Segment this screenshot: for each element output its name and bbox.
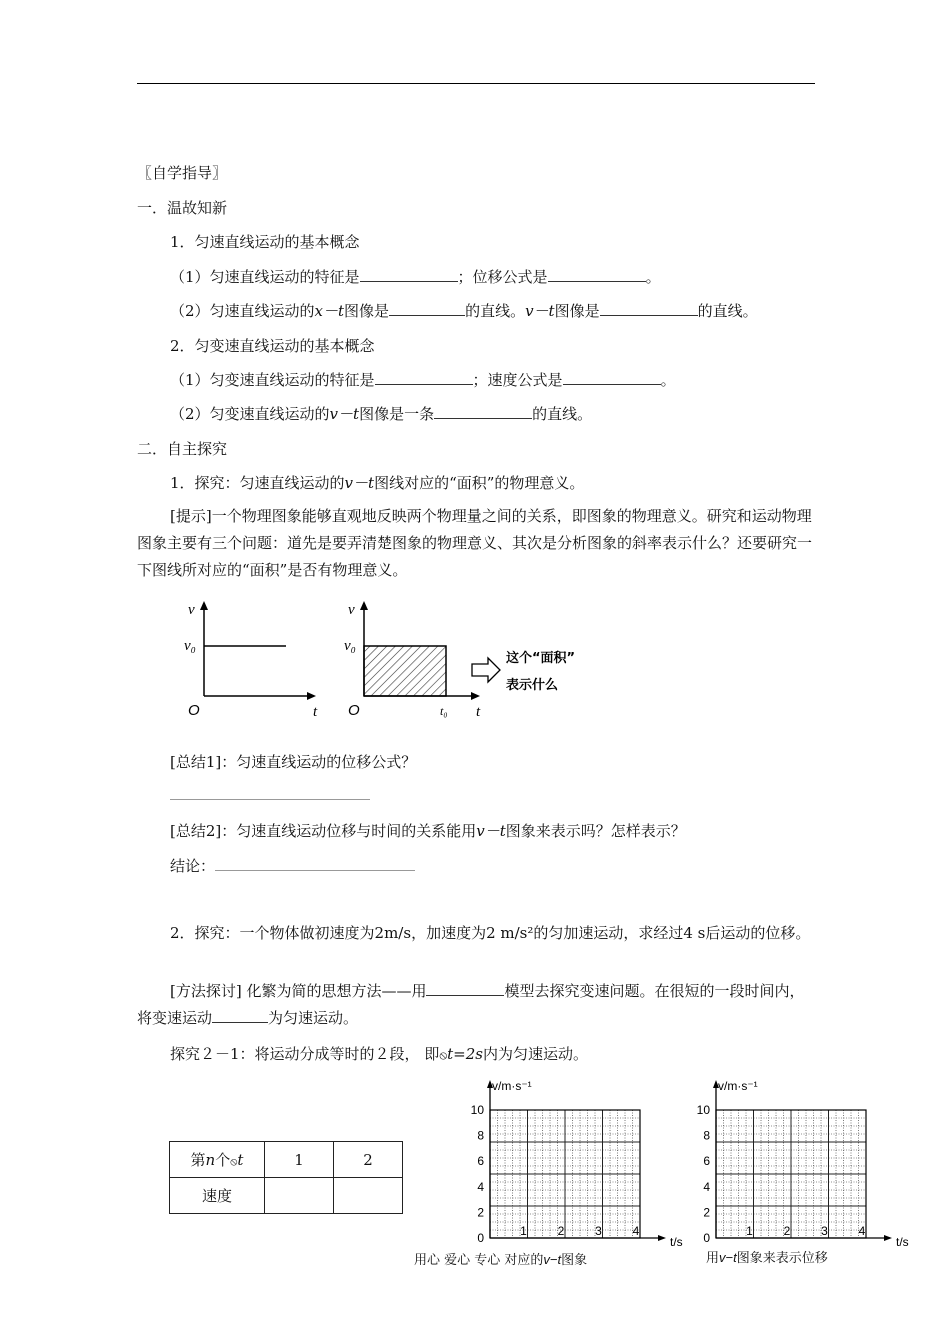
answer-blank[interactable] — [434, 404, 532, 419]
vt-grid-graph-1[interactable] — [460, 1078, 690, 1268]
table-row — [170, 1178, 403, 1214]
symbol: t — [237, 1151, 244, 1169]
t0-label: t₀ — [440, 704, 448, 718]
delta-icon: ⦸ — [439, 1048, 448, 1062]
v0-label: v₀ — [344, 638, 356, 654]
answer-blank[interactable] — [600, 301, 698, 316]
item-2a — [170, 369, 676, 390]
symbol: v－t — [344, 474, 375, 492]
text: 。 — [660, 371, 676, 389]
symbol: v－t — [525, 302, 555, 320]
symbol: n — [205, 1151, 216, 1169]
text: 图象来表示位移 — [736, 1251, 828, 1266]
text: 图象来表示吗？怎样表示？ — [505, 822, 686, 840]
text: 个 — [215, 1151, 231, 1169]
graph-1-caption — [414, 1249, 587, 1268]
x-tick-label: 2 — [783, 1224, 791, 1238]
y-tick-label: 0 — [477, 1231, 484, 1245]
table-row — [170, 1142, 403, 1178]
text: 的直线。 — [532, 405, 593, 423]
y-tick-label: 10 — [470, 1103, 484, 1117]
text: 的直线。 — [697, 302, 758, 320]
right-arrow-icon — [472, 658, 500, 682]
text: ；速度公式是 — [472, 371, 563, 389]
y-tick-label: 4 — [703, 1179, 710, 1194]
table-input-cell[interactable] — [265, 1178, 334, 1214]
x-tick-label: 1 — [520, 1224, 527, 1238]
t-label: t — [476, 704, 481, 720]
text: （2）匀速直线运动的 — [170, 302, 315, 320]
x-axis-arrow — [658, 1235, 666, 1241]
text: 。 — [645, 268, 661, 286]
conclusion — [170, 855, 415, 876]
y-tick-label: 0 — [703, 1231, 710, 1245]
text: 图像是 — [344, 302, 390, 320]
text: 模型去探究变速问题。在很短的一段时间内，将变速运动 — [137, 982, 805, 1027]
y-tick-label: 6 — [703, 1154, 710, 1169]
text: 内为匀速运动。 — [483, 1045, 589, 1063]
item-2-title: 2．匀变速直线运动的基本概念 — [170, 337, 375, 355]
section-heading: 〖自学指导〗 — [137, 164, 228, 182]
text: ；位移公式是 — [457, 268, 548, 286]
x-tick-label: 3 — [821, 1224, 828, 1238]
text: [总结2]：匀速直线运动位移与时间的关系能用 — [170, 822, 477, 840]
x-axis-arrow — [471, 692, 480, 700]
explore-2: 2．探究：一个物体做初速度为2m/s，加速度为2 m/s²的匀加速运动，求经过4 s后运动的位移。 — [170, 924, 811, 942]
y-axis-label: v/m·s⁻¹ — [718, 1079, 758, 1093]
explore-1 — [170, 472, 584, 493]
symbol: v−t — [543, 1252, 562, 1267]
y-tick-label: 4 — [477, 1179, 484, 1194]
summary-1: [总结1]：匀速直线运动的位移公式？ — [170, 753, 417, 771]
answer-blank[interactable] — [548, 267, 646, 282]
explore-2-1 — [170, 1043, 588, 1064]
table-row-label: 速度 — [170, 1178, 265, 1214]
y-tick-label: 8 — [703, 1128, 710, 1143]
text: 图像是 — [554, 302, 600, 320]
answer-blank[interactable] — [360, 267, 458, 282]
text: 图线对应的“面积”的物理意义。 — [374, 474, 585, 492]
t-label: t — [313, 704, 318, 720]
note-line-1: 这个“面积” — [506, 651, 576, 666]
text: 图象 — [561, 1253, 588, 1268]
note-line-2: 表示什么 — [506, 678, 559, 693]
text: 用 — [706, 1251, 720, 1266]
area-rectangle — [364, 646, 446, 696]
x-tick-label: 4 — [858, 1224, 866, 1238]
x-axis-arrow — [884, 1235, 892, 1241]
text: （2）匀变速直线运动的 — [170, 405, 330, 423]
item-1b — [170, 300, 758, 321]
text: 的直线。 — [465, 302, 526, 320]
text: [方法探讨] 化繁为简的思想方法——用 — [170, 982, 427, 1000]
answer-blank[interactable] — [212, 1008, 268, 1023]
answer-blank[interactable] — [215, 856, 415, 871]
y-tick-label: 10 — [696, 1103, 710, 1117]
origin-label: O — [348, 702, 360, 719]
y-tick-label: 2 — [703, 1205, 710, 1220]
text: 为匀速运动。 — [268, 1009, 359, 1027]
origin-label: O — [188, 702, 200, 719]
text: 图像是一条 — [359, 405, 435, 423]
x-tick-label: 2 — [557, 1224, 565, 1238]
vt-grid-graph-2[interactable] — [686, 1078, 916, 1268]
text: （1）匀速直线运动的特征是 — [170, 268, 360, 286]
item-1-title: 1．匀速直线运动的基本概念 — [170, 233, 360, 251]
symbol: v−t — [719, 1250, 737, 1265]
hint-paragraph: [提示]一个物理图象能够直观地反映两个物理量之间的关系，即图象的物理意义。研究和运动物理图象主要有三个问题：道先是要弄清楚图象的物理意义、其次是分析图象的斜率表示什么？还要研究一下图线所对应的“面积”是否有物理意义。 — [137, 507, 813, 579]
y-axis-arrow — [360, 601, 368, 610]
y-axis-label: v/m·s⁻¹ — [492, 1079, 532, 1093]
symbol: x－t — [314, 302, 345, 320]
x-tick-label: 4 — [632, 1224, 640, 1238]
section-2-title: 二．自主探究 — [137, 440, 228, 458]
x-axis-arrow — [307, 692, 316, 700]
symbol: v－t — [476, 822, 506, 840]
method-paragraph — [137, 978, 815, 1032]
y-tick-label: 8 — [477, 1128, 484, 1143]
x-tick-label: 3 — [595, 1224, 602, 1238]
text: （1）匀变速直线运动的特征是 — [170, 371, 375, 389]
symbol: v－t — [329, 405, 360, 423]
y-axis-arrow — [200, 601, 208, 610]
text: 探究２－1：将运动分成等时的２段， 即 — [170, 1045, 440, 1063]
y-tick-label: 2 — [477, 1205, 484, 1220]
v-label: v — [188, 602, 195, 618]
text: 结论： — [170, 857, 216, 875]
x-axis-label: t/s — [896, 1235, 909, 1249]
text: 1．探究：匀速直线运动的 — [170, 474, 345, 492]
velocity-table — [169, 1141, 403, 1214]
uniform-motion-figure — [180, 598, 600, 723]
answer-blank[interactable] — [563, 370, 661, 385]
table-input-cell[interactable] — [334, 1178, 403, 1214]
symbol: t=2s — [447, 1045, 483, 1063]
item-2b — [170, 403, 592, 424]
x-axis-label: t/s — [670, 1235, 683, 1249]
y-tick-label: 6 — [477, 1154, 484, 1169]
answer-blank[interactable] — [426, 981, 504, 996]
v0-label: v₀ — [184, 638, 196, 654]
section-1-title: 一．温故知新 — [137, 199, 228, 217]
header-rule — [137, 83, 815, 84]
table-header-cell: 1 — [265, 1142, 334, 1178]
v-label: v — [348, 602, 355, 618]
graph-2-caption — [706, 1247, 828, 1266]
summary-2 — [170, 820, 686, 841]
delta-icon: ⦸ — [230, 1156, 238, 1168]
item-1a — [170, 266, 661, 287]
answer-blank[interactable] — [375, 370, 473, 385]
table-header-cell — [170, 1142, 265, 1178]
summary-1-answer-line[interactable] — [170, 799, 370, 800]
text: 用心 爱心 专心 对应的 — [414, 1253, 544, 1268]
x-tick-label: 1 — [746, 1224, 753, 1238]
table-header-cell: 2 — [334, 1142, 403, 1178]
text: 第 — [190, 1151, 206, 1169]
answer-blank[interactable] — [389, 301, 465, 316]
